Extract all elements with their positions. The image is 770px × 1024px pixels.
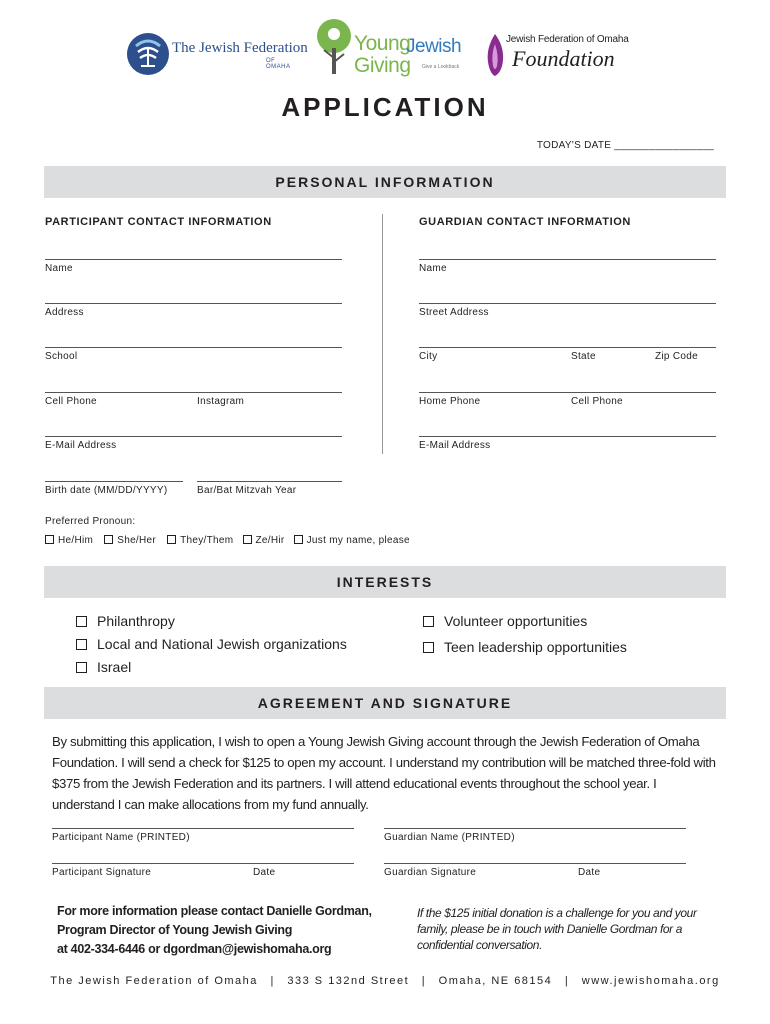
checkbox-icon [167,535,176,544]
page-title: APPLICATION [281,92,489,122]
participant-birthdate-label: Birth date (MM/DD/YYYY) [45,485,168,496]
participant-cell-label: Cell Phone [45,396,97,407]
participant-heading: PARTICIPANT CONTACT INFORMATION [45,216,272,228]
participant-signature-line[interactable] [52,863,354,864]
guardian-state-label: State [571,351,596,362]
contact-line-3: at 402-334-6446 or dgordman@jewishomaha.org [57,942,332,956]
guardian-signature-label: Guardian Signature [384,867,477,878]
footer-separator: | [270,975,275,987]
todays-date-blank: _________________ [614,140,714,151]
yjg-logo-giving: Giving [354,54,411,77]
footer-separator: | [421,975,427,987]
guardian-zip-label: Zip Code [655,351,698,362]
guardian-city-line[interactable] [419,347,716,348]
agreement-heading: AGREEMENT AND SIGNATURE [44,687,726,719]
pronoun-option[interactable]: He/Him [45,535,93,546]
participant-school-line[interactable] [45,347,342,348]
menorah-icon [126,32,170,76]
interest-option[interactable]: Volunteer opportunities [423,613,587,629]
guardian-street-line[interactable] [419,303,716,304]
guardian-name-line[interactable] [419,259,716,260]
foundation-logo [482,30,632,80]
participant-address-line[interactable] [45,303,342,304]
yjg-logo-jewish: Jewish [406,36,462,57]
pronoun-option[interactable]: They/Them [167,535,233,546]
interest-option[interactable]: Israel [76,659,131,675]
participant-name-line[interactable] [45,259,342,260]
yjg-logo-young: Young [354,32,411,55]
todays-date-field[interactable] [537,140,714,151]
foundation-logo-title: Jewish Federation of Omaha [506,34,629,45]
participant-school-label: School [45,351,78,362]
guardian-date-label: Date [578,867,601,878]
yjg-logo-tagline: Give a Lookback [422,64,460,70]
footer-org: The Jewish Federation of Omaha [50,975,258,987]
participant-instagram-label: Instagram [197,396,245,407]
todays-date-label: TODAY'S DATE [536,140,612,151]
guardian-email-line[interactable] [419,436,716,437]
federation-logo [126,32,308,78]
yjg-logo [314,18,464,80]
guardian-printed-name-label: Guardian Name (PRINTED) [384,832,515,843]
foundation-logo-word: Foundation [512,46,615,71]
federation-logo-name: The Jewish Federation [172,40,308,56]
guardian-street-label: Street Address [419,307,489,318]
pronoun-options [45,535,410,546]
participant-cell-line[interactable] [45,392,342,393]
contact-info [57,902,372,959]
interest-option[interactable]: Teen leadership opportunities [423,639,627,655]
checkbox-icon [76,639,87,650]
pronoun-option[interactable]: Just my name, please [294,535,410,546]
column-divider [382,214,383,454]
contact-line-1: For more information please contact Danielle Gordman, [57,904,372,918]
checkbox-icon [423,642,434,653]
participant-mitzvah-line[interactable] [197,481,342,482]
contact-line-2: Program Director of Young Jewish Giving [57,923,293,937]
footer-website[interactable]: www.jewishomaha.org [581,975,720,987]
footer-separator: | [564,975,570,987]
participant-date-label: Date [253,867,276,878]
guardian-printed-name-line[interactable] [384,828,686,829]
interest-option[interactable]: Local and National Jewish organizations [76,636,347,652]
participant-signature-label: Participant Signature [52,867,152,878]
agreement-paragraph: By submitting this application, I wish to open a Young Jewish Giving account through the Jewish Federation of Omaha Foundation. I will send a check for $125 to open my account. I understand my contribution will be matched three-fold with $375 from the Jewish Federation and its partners. I will attend educational events throughout the school year. I understand I can make allocations from my fund annually. [52,734,716,812]
tree-icon [314,18,354,78]
checkbox-icon [423,616,434,627]
interests-heading: INTERESTS [44,566,726,598]
footer-address: 333 S 132nd Street [287,975,410,987]
checkbox-icon [45,535,54,544]
donation-note: If the $125 initial donation is a challenge for you and your family, please be in touch with Danielle Gordman for a confidential conversation. [417,906,697,952]
pronoun-option[interactable]: Ze/Hir [243,535,285,546]
guardian-heading: GUARDIAN CONTACT INFORMATION [419,216,631,228]
checkbox-icon [243,535,252,544]
participant-mitzvah-label: Bar/Bat Mitzvah Year [197,485,297,496]
checkbox-icon [104,535,113,544]
participant-printed-name-line[interactable] [52,828,354,829]
checkbox-icon [294,535,303,544]
footer [0,975,770,987]
checkbox-icon [76,662,87,673]
participant-name-label: Name [45,263,73,274]
guardian-signature-line[interactable] [384,863,686,864]
footer-city: Omaha, NE 68154 [438,975,553,987]
pronoun-option[interactable]: She/Her [104,535,156,546]
flame-icon [482,32,508,78]
guardian-city-label: City [419,351,438,362]
guardian-phone-line[interactable] [419,392,716,393]
guardian-cell-label: Cell Phone [571,396,623,407]
guardian-home-phone-label: Home Phone [419,396,481,407]
participant-printed-name-label: Participant Name (PRINTED) [52,832,190,843]
guardian-email-label: E-Mail Address [419,440,491,451]
personal-information-heading: PERSONAL INFORMATION [44,166,726,198]
participant-email-label: E-Mail Address [45,440,117,451]
guardian-name-label: Name [419,263,447,274]
pronoun-label: Preferred Pronoun: [45,516,136,527]
federation-logo-sub: OF OMAHA [266,58,291,70]
checkbox-icon [76,616,87,627]
participant-email-line[interactable] [45,436,342,437]
participant-address-label: Address [45,307,84,318]
participant-birthdate-line[interactable] [45,481,183,482]
interest-option[interactable]: Philanthropy [76,613,175,629]
